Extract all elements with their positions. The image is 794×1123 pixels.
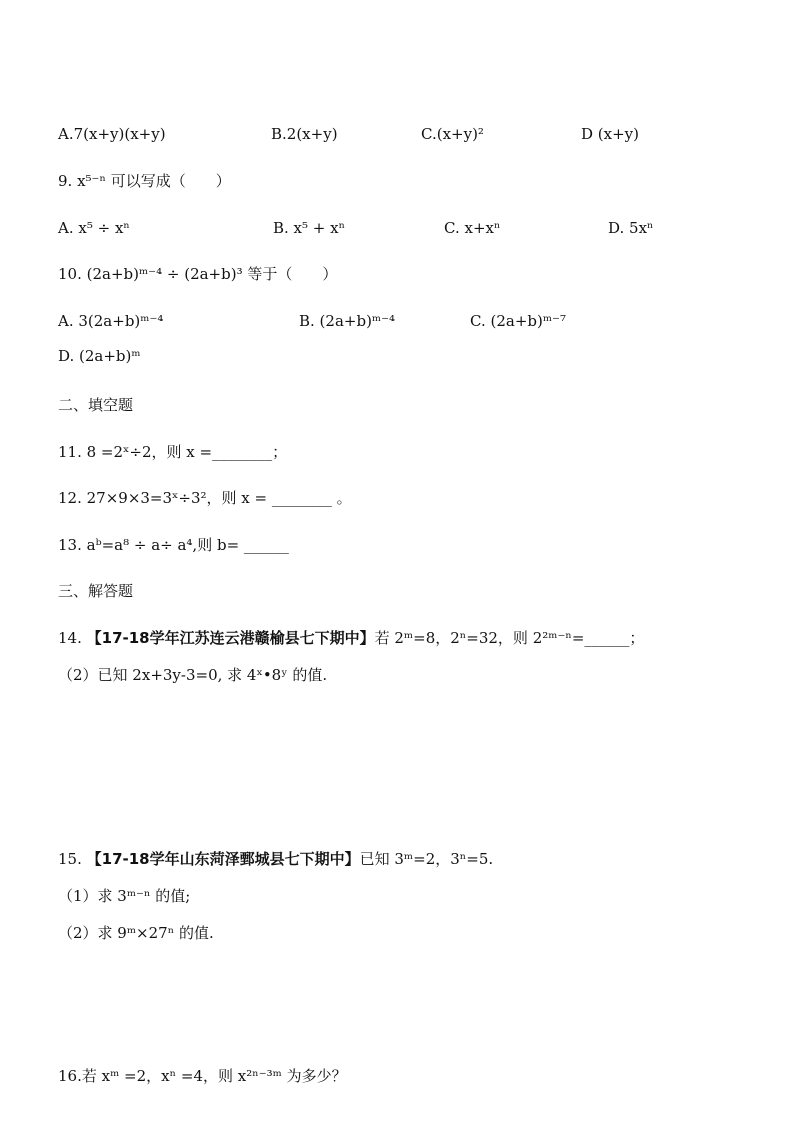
q12: 12. 27×9×3=3ˣ÷3²，则 x = ________ 。: [58, 489, 352, 507]
q14-source: 【17-18学年江苏连云港赣榆县七下期中】: [86, 629, 375, 647]
q10-option-a: A. 3(2a+b)ᵐ⁻⁴: [58, 312, 164, 330]
q9-option-c: C. x+xⁿ: [444, 219, 501, 237]
q14-number: 14.: [58, 629, 82, 647]
section-solve-heading: 三、解答题: [58, 582, 134, 600]
q15-source: 【17-18学年山东菏泽鄄城县七下期中】: [86, 850, 360, 868]
q15-given: 已知 3ᵐ=2，3ⁿ=5.: [359, 850, 494, 868]
q16: 16.若 xᵐ =2，xⁿ =4，则 x²ⁿ⁻³ᵐ 为多少？: [58, 1067, 347, 1085]
q14-line1: [58, 628, 644, 648]
q8-option-d: D (x+y): [581, 125, 640, 143]
q15-part1: （1）求 3ᵐ⁻ⁿ 的值;: [58, 887, 191, 905]
q15-number: 15.: [58, 850, 82, 868]
q8-option-a: A.7(x+y)(x+y): [58, 125, 166, 143]
q13: 13. aᵇ=a⁸ ÷ a÷ a⁴,则 b= ______: [58, 536, 289, 554]
q9-option-b: B. x⁵ + xⁿ: [273, 219, 346, 237]
q9-option-a: A. x⁵ ÷ xⁿ: [58, 219, 130, 237]
q8-option-b: B.2(x+y): [271, 125, 338, 143]
q11: 11. 8 =2ˣ÷2，则 x =________；: [58, 443, 288, 461]
q14-part1: 若 2ᵐ=8，2ⁿ=32，则 2²ᵐ⁻ⁿ=______；: [374, 629, 645, 647]
section-fill-in-heading: 二、填空题: [58, 396, 134, 414]
q8-option-c: C.(x+y)²: [421, 125, 484, 143]
q10-stem: 10. (2a+b)ᵐ⁻⁴ ÷ (2a+b)³ 等于（ ）: [58, 265, 338, 283]
q10-option-d: D. (2a+b)ᵐ: [58, 347, 141, 365]
q10-option-c: C. (2a+b)ᵐ⁻⁷: [470, 312, 566, 330]
q9-option-d: D. 5xⁿ: [608, 219, 654, 237]
q15-part2: （2）求 9ᵐ×27ⁿ 的值.: [58, 924, 214, 942]
q15-line1: [58, 849, 493, 869]
q14-part2: （2）已知 2x+3y-3=0, 求 4ˣ•8ʸ 的值.: [58, 666, 328, 684]
q9-stem: 9. x⁵⁻ⁿ 可以写成（ ）: [58, 172, 231, 190]
q10-option-b: B. (2a+b)ᵐ⁻⁴: [299, 312, 396, 330]
